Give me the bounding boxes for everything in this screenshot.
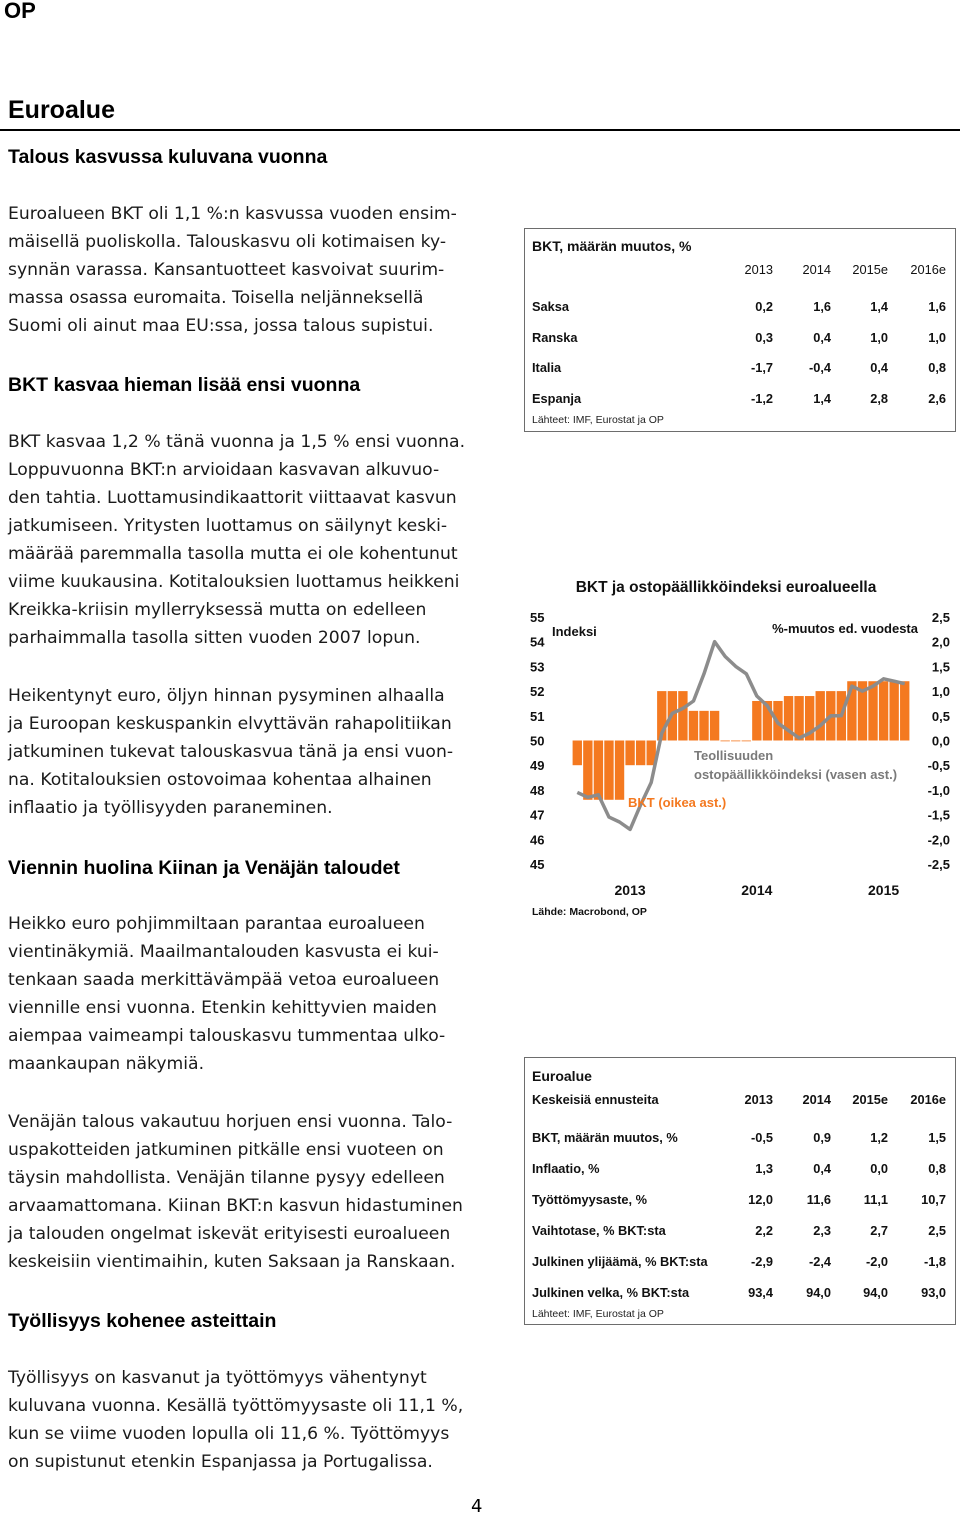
right-tick-label: -1,0 xyxy=(927,782,950,798)
forecast-cell: 2,5 xyxy=(928,1223,946,1238)
heading-gdp-outlook: BKT kasvaa hieman lisää ensi vuonna xyxy=(8,374,361,396)
fc-col-2013: 2013 xyxy=(744,1092,773,1107)
gdp-col-2016e: 2016e xyxy=(910,262,946,277)
paragraph-line: Venäjän talous vakautuu horjuen ensi vuonna. Talo- xyxy=(8,1112,453,1132)
forecast-cell: 11,1 xyxy=(863,1192,888,1207)
forecast-table-title: Euroalue xyxy=(532,1068,592,1084)
left-tick-label: 50 xyxy=(530,733,545,749)
fc-col-2015e: 2015e xyxy=(852,1092,888,1107)
gdp-row-label: Saksa xyxy=(532,299,570,314)
paragraph-line: synnän varassa. Kansantuotteet kasvoivat suurim- xyxy=(8,260,445,280)
paragraph-line: täysin mahdollista. Venäjän tilanne pysyy edelleen xyxy=(8,1168,445,1188)
gdp-bar xyxy=(678,691,687,740)
forecast-table-source: Lähteet: IMF, Eurostat ja OP xyxy=(532,1308,664,1320)
gdp-bar xyxy=(699,711,708,741)
op-logo: OP xyxy=(4,0,36,23)
paragraph-employment xyxy=(8,1364,502,1476)
gdp-bar xyxy=(900,681,909,740)
right-tick-label: 2,0 xyxy=(931,634,950,650)
paragraph-gdp-outlook xyxy=(8,428,502,652)
left-tick-label: 45 xyxy=(530,857,545,872)
paragraph-line: inflaatio ja työllisyyden paraneminen. xyxy=(8,798,333,818)
gdp-bar xyxy=(710,711,719,741)
left-tick-label: 53 xyxy=(530,659,545,675)
x-tick-label: 2013 xyxy=(614,882,646,898)
line-annotation-2: ostopäällikköindeksi (vasen ast.) xyxy=(694,767,898,782)
gdp-cell: -0,4 xyxy=(808,360,831,375)
forecast-cell: 11,6 xyxy=(806,1192,831,1207)
gdp-table-title: BKT, määrän muutos, % xyxy=(532,238,692,254)
gdp-col-2015e: 2015e xyxy=(852,262,888,277)
gdp-cell: 1,4 xyxy=(813,390,831,406)
paragraph-line: keskeisiin vientimaihin, kuten Saksaan ja Ranskaan. xyxy=(8,1252,456,1272)
paragraph-line: jatkuminen tukevat talouskasvua tänä ja ensi vuon- xyxy=(8,742,454,762)
chart-title: BKT ja ostopäällikköindeksi euroalueella xyxy=(575,579,877,596)
forecast-cell: 12,0 xyxy=(748,1192,773,1207)
forecast-cell: 94,0 xyxy=(806,1285,831,1300)
gdp-cell: 2,6 xyxy=(928,390,946,406)
gdp-row-label: Italia xyxy=(532,360,562,375)
left-tick-label: 49 xyxy=(530,758,545,774)
paragraph-line: maankaupan näkymiä. xyxy=(8,1054,205,1074)
paragraph-supporting-factors xyxy=(8,682,502,822)
gdp-cell: 0,2 xyxy=(755,299,773,314)
gdp-bar xyxy=(731,741,740,742)
right-tick-label: -2,5 xyxy=(927,857,950,872)
chart-right-axis-label: %-muutos ed. vuodesta xyxy=(772,621,918,636)
section-divider xyxy=(0,129,960,131)
paragraph-line: viennille ensi vuonna. Etenkin kehittyvien maiden xyxy=(8,998,437,1018)
forecast-table-subtitle: Keskeisiä ennusteita xyxy=(532,1092,659,1107)
forecast-row-label: BKT, määrän muutos, % xyxy=(532,1130,678,1145)
forecast-row-label: Vaihtotase, % BKT:sta xyxy=(532,1223,666,1238)
paragraph-line: Heikentynyt euro, öljyn hinnan pysyminen alhaalla xyxy=(8,686,445,706)
gdp-bar xyxy=(636,741,645,766)
gdp-cell: 1,6 xyxy=(928,299,946,314)
left-tick-label: 46 xyxy=(530,832,545,848)
forecast-row xyxy=(525,1285,955,1305)
paragraph-line: uspakotteiden jatkuminen pitkälle ensi vuoteen on xyxy=(8,1140,444,1160)
forecast-cell: 0,4 xyxy=(813,1161,831,1176)
x-tick-label: 2015 xyxy=(868,882,900,898)
bar-annotation: BKT (oikea ast.) xyxy=(628,795,727,810)
paragraph-line: parhaimmalla tasolla sitten vuoden 2007 lopun. xyxy=(8,628,421,648)
gdp-col-2014: 2014 xyxy=(802,262,831,277)
paragraph-line: Työllisyys on kasvanut ja työttömyys vähentynyt xyxy=(8,1368,427,1388)
left-tick-label: 51 xyxy=(530,708,545,724)
paragraph-russia-china xyxy=(8,1108,502,1276)
gdp-cell: 0,4 xyxy=(870,360,888,375)
gdp-cell: -1,7 xyxy=(750,360,773,375)
gdp-table xyxy=(524,228,956,432)
gdp-cell: 2,8 xyxy=(870,390,888,406)
paragraph-growth xyxy=(8,200,502,340)
paragraph-line: arvaamattomana. Kiinan BKT:n kasvun hidastuminen xyxy=(8,1196,463,1216)
gdp-bar xyxy=(625,741,634,766)
paragraph-line: jatkumiseen. Yritysten luottamus on säilynyt keski- xyxy=(8,516,448,536)
gdp-cell: -1,2 xyxy=(750,390,773,406)
gdp-cell: 1,0 xyxy=(928,329,946,345)
gdp-bar xyxy=(573,741,582,766)
forecast-cell: 0,9 xyxy=(813,1130,831,1145)
page-number: 4 xyxy=(471,1496,483,1517)
forecast-cell: 1,2 xyxy=(870,1130,888,1145)
paragraph-line: ja talouden ongelmat iskevät erityisesti euroalueen xyxy=(8,1224,451,1244)
fc-col-2016e: 2016e xyxy=(910,1092,946,1107)
forecast-cell: -1,8 xyxy=(923,1254,946,1269)
gdp-row xyxy=(525,360,955,380)
forecast-row-label: Työttömyysaste, % xyxy=(532,1192,647,1207)
paragraph-line: Heikko euro pohjimmiltaan parantaa euroalueen xyxy=(8,914,425,934)
line-annotation-1: Teollisuuden xyxy=(694,748,774,763)
forecast-cell: -0,5 xyxy=(750,1130,773,1145)
paragraph-line: vientinäkymiä. Maailmantalouden kasvusta ei kui- xyxy=(8,942,439,962)
gdp-cell: 1,0 xyxy=(870,329,888,345)
gdp-bar xyxy=(615,741,624,800)
heading-growth: Talous kasvussa kuluvana vuonna xyxy=(8,146,328,168)
paragraph-exports xyxy=(8,910,502,1078)
right-tick-label: -1,5 xyxy=(927,807,950,823)
gdp-row-label: Espanja xyxy=(532,390,582,406)
forecast-cell: -2,0 xyxy=(865,1254,888,1269)
forecast-row xyxy=(525,1161,955,1181)
left-tick-label: 47 xyxy=(530,807,545,823)
heading-exports: Viennin huolina Kiinan ja Venäjän taloudet xyxy=(8,857,400,879)
forecast-table xyxy=(524,1057,956,1325)
forecast-cell: 93,4 xyxy=(748,1285,773,1300)
forecast-row xyxy=(525,1192,955,1212)
fc-col-2014: 2014 xyxy=(802,1092,831,1107)
forecast-cell: 0,0 xyxy=(870,1161,888,1176)
gdp-bar xyxy=(720,741,729,742)
gdp-cell: 1,6 xyxy=(813,299,831,314)
paragraph-line: Euroalueen BKT oli 1,1 %:n kasvussa vuoden ensim- xyxy=(8,204,457,224)
paragraph-line: Kreikka-kriisin myllerryksessä mutta on edelleen xyxy=(8,600,427,620)
gdp-table-header xyxy=(525,262,955,282)
forecast-table-header xyxy=(525,1092,955,1112)
right-tick-label: 2,5 xyxy=(931,610,950,625)
chart-source: Lähde: Macrobond, OP xyxy=(532,906,647,918)
gdp-bar xyxy=(816,691,825,740)
gdp-cell: 0,4 xyxy=(813,329,831,345)
x-tick-label: 2014 xyxy=(741,882,773,898)
paragraph-line: den tahtia. Luottamusindikaattorit viittaavat kasvun xyxy=(8,488,457,508)
paragraph-line: on supistunut etenkin Espanjassa ja Portugalissa. xyxy=(8,1452,433,1472)
paragraph-line: BKT kasvaa 1,2 % tänä vuonna ja 1,5 % ensi vuonna. xyxy=(8,432,466,452)
left-tick-label: 52 xyxy=(530,684,545,700)
right-tick-label: 0,5 xyxy=(931,708,950,724)
gdp-cell: 0,3 xyxy=(755,329,773,345)
forecast-cell: 2,3 xyxy=(813,1223,831,1238)
right-tick-label: 1,0 xyxy=(931,684,950,700)
gdp-bar xyxy=(594,741,603,800)
gdp-cell: 0,8 xyxy=(928,360,946,375)
forecast-row-label: Julkinen ylijäämä, % BKT:sta xyxy=(532,1254,708,1269)
forecast-cell: 2,7 xyxy=(870,1223,888,1238)
forecast-row xyxy=(525,1130,955,1150)
forecast-cell: -2,4 xyxy=(808,1254,831,1269)
gdp-pmi-chart xyxy=(514,572,956,908)
paragraph-line: na. Kotitalouksien ostovoimaa kohentaa alhainen xyxy=(8,770,432,790)
forecast-cell: 0,8 xyxy=(928,1161,946,1176)
gdp-row xyxy=(525,391,955,411)
forecast-cell: 93,0 xyxy=(921,1285,946,1300)
forecast-cell: 94,0 xyxy=(863,1285,888,1300)
right-tick-label: -0,5 xyxy=(927,758,950,774)
left-tick-label: 54 xyxy=(530,634,545,650)
gdp-cell: 1,4 xyxy=(870,299,888,314)
gdp-bar xyxy=(583,741,592,800)
forecast-cell: 1,3 xyxy=(755,1161,773,1176)
paragraph-line: kun se viime vuoden lopulla oli 11,6 %. Työttömyys xyxy=(8,1424,450,1444)
gdp-bar xyxy=(889,681,898,740)
paragraph-line: mäisellä puoliskolla. Talouskasvu oli kotimaisen ky- xyxy=(8,232,447,252)
gdp-row xyxy=(525,330,955,350)
forecast-row-label: Julkinen velka, % BKT:sta xyxy=(532,1285,690,1300)
gdp-bar xyxy=(879,681,888,740)
forecast-cell: 2,2 xyxy=(755,1223,773,1238)
paragraph-line: määrää paremmalla tasolla mutta ei ole kohentunut xyxy=(8,544,458,564)
section-title: Euroalue xyxy=(8,96,115,124)
gdp-bar xyxy=(604,741,613,800)
gdp-table-source: Lähteet: IMF, Eurostat ja OP xyxy=(532,414,664,426)
paragraph-line: Suomi oli ainut maa EU:ssa, jossa talous supistui. xyxy=(8,316,434,336)
forecast-cell: -2,9 xyxy=(750,1254,773,1269)
gdp-bar xyxy=(742,741,751,742)
left-tick-label: 48 xyxy=(530,782,545,798)
forecast-cell: 10,7 xyxy=(921,1192,946,1207)
heading-employment: Työllisyys kohenee asteittain xyxy=(8,1310,277,1332)
right-tick-label: 0,0 xyxy=(931,733,950,749)
gdp-bar xyxy=(689,711,698,741)
paragraph-line: massa osassa euromaita. Toisella neljänneksellä xyxy=(8,288,424,308)
paragraph-line: Loppuvuonna BKT:n arvioidaan kasvavan alkuvuo- xyxy=(8,460,440,480)
paragraph-line: aiempaa vaimeampi talouskasvu tummentaa ulko- xyxy=(8,1026,446,1046)
right-tick-label: 1,5 xyxy=(931,659,950,675)
paragraph-line: kuluvana vuonna. Kesällä työttömyysaste oli 11,1 %, xyxy=(8,1396,464,1416)
forecast-row xyxy=(525,1254,955,1274)
chart-left-axis-label: Indeksi xyxy=(552,624,597,639)
paragraph-line: viime kuukausina. Kotitalouksien luottamus heikkeni xyxy=(8,572,460,592)
forecast-row-label: Inflaatio, % xyxy=(532,1161,600,1176)
gdp-bar xyxy=(752,701,761,741)
forecast-row xyxy=(525,1223,955,1243)
gdp-row-label: Ranska xyxy=(532,329,578,345)
gdp-bar xyxy=(868,681,877,740)
gdp-col-2013: 2013 xyxy=(744,262,773,277)
gdp-row xyxy=(525,299,955,319)
paragraph-line: tenkaan saada merkittävämpää vetoa euroalueen xyxy=(8,970,440,990)
paragraph-line: ja Euroopan keskuspankin elvyttävän rahapolitiikan xyxy=(8,714,452,734)
left-tick-label: 55 xyxy=(530,610,545,625)
right-tick-label: -2,0 xyxy=(927,832,950,848)
forecast-cell: 1,5 xyxy=(928,1130,946,1145)
